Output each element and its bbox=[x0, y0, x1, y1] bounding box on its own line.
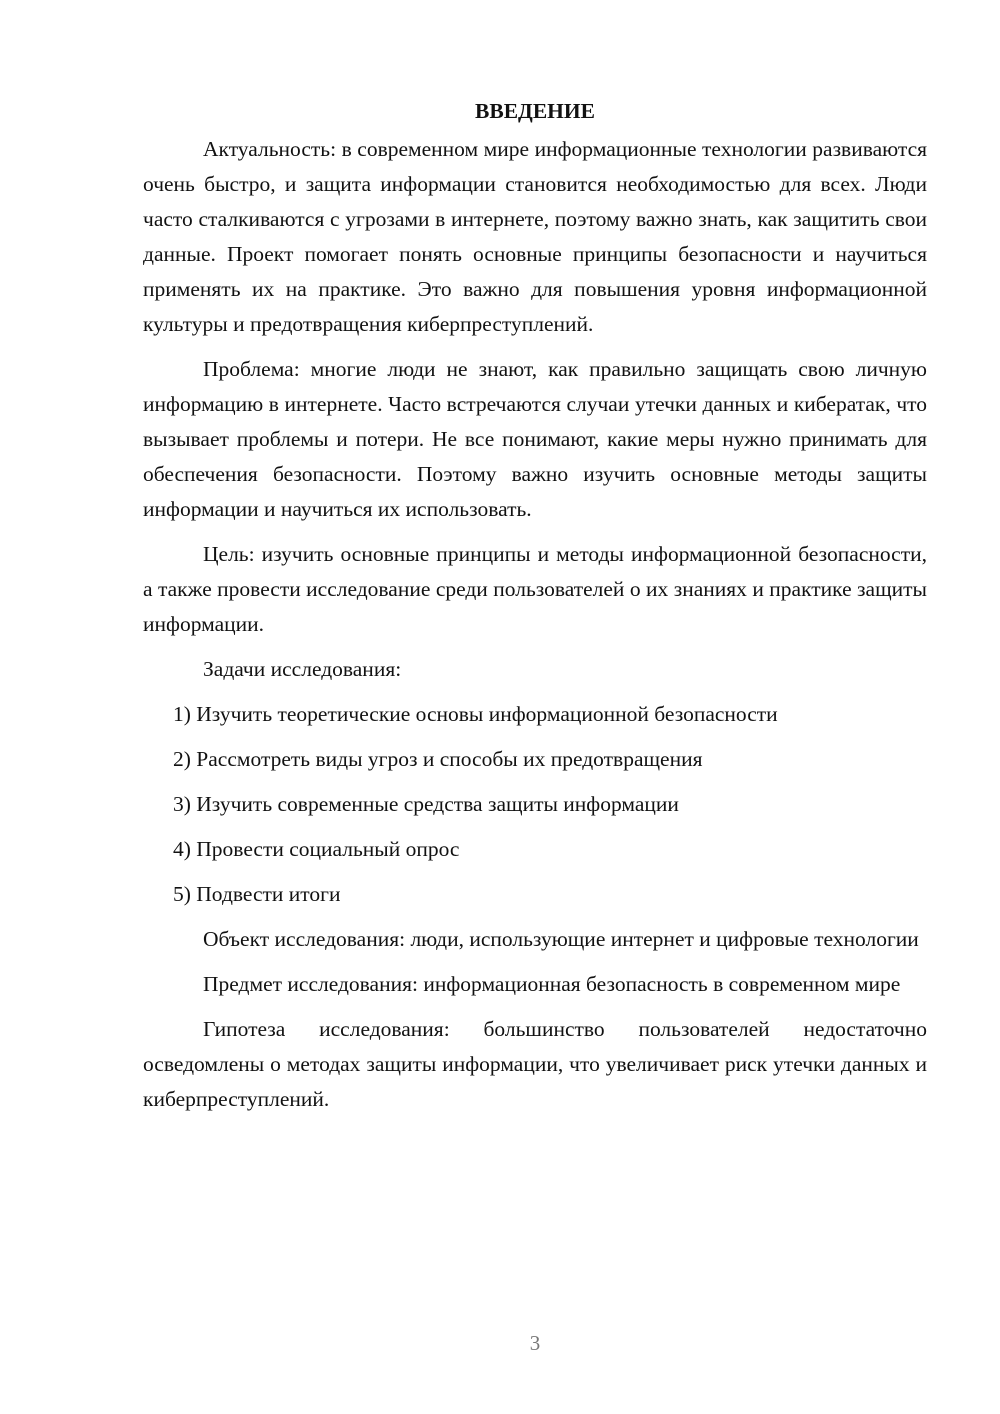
page-number: 3 bbox=[529, 1331, 541, 1355]
hypothesis-paragraph: Гипотеза исследования: большинство пользователей недостаточно осведомлены о методах защиты информации, что увеличивает риск утечки данных и киберпреступлений. bbox=[143, 1017, 927, 1111]
task-list bbox=[143, 697, 927, 912]
problem-paragraph: Проблема: многие люди не знают, как правильно защищать свою личную информацию в интернете. Часто встречаются случаи утечки данных и кибератак, что вызывает проблемы и потери. Не все понимают, какие меры нужно принимать для обеспечения безопасности. Поэтому важно изучить основные методы защиты информации и научиться их использовать. bbox=[143, 357, 927, 521]
relevance-paragraph: Актуальность: в современном мире информационные технологии развиваются очень быстро, и защита информации становится необходимостью для всех. Люди часто сталкиваются с угрозами в интернете, поэтому важно знать, как защитить свои данные. Проект помогает понять основные принципы безопасности и научиться применять их на практике. Это важно для повышения уровня информационной культуры и предотвращения киберпреступлений. bbox=[143, 137, 927, 336]
task-item-2: 2) Рассмотреть виды угроз и способы их предотвращения bbox=[173, 747, 703, 771]
task-item-4: 4) Провести социальный опрос bbox=[173, 837, 460, 861]
page-title: ВВЕДЕНИЕ bbox=[475, 99, 595, 123]
task-item-5: 5) Подвести итоги bbox=[173, 882, 341, 906]
goal-paragraph: Цель: изучить основные принципы и методы информационной безопасности, а также провести исследование среди пользователей о их знаниях и практике защиты информации. bbox=[143, 542, 927, 636]
research-subject-paragraph: Предмет исследования: информационная безопасность в современном мире bbox=[203, 972, 901, 996]
document-page bbox=[143, 96, 927, 1127]
task-item-3: 3) Изучить современные средства защиты информации bbox=[173, 792, 679, 816]
tasks-heading: Задачи исследования: bbox=[203, 657, 402, 681]
research-object-paragraph: Объект исследования: люди, использующие интернет и цифровые технологии bbox=[203, 927, 919, 951]
task-item-1: 1) Изучить теоретические основы информационной безопасности bbox=[173, 702, 778, 726]
